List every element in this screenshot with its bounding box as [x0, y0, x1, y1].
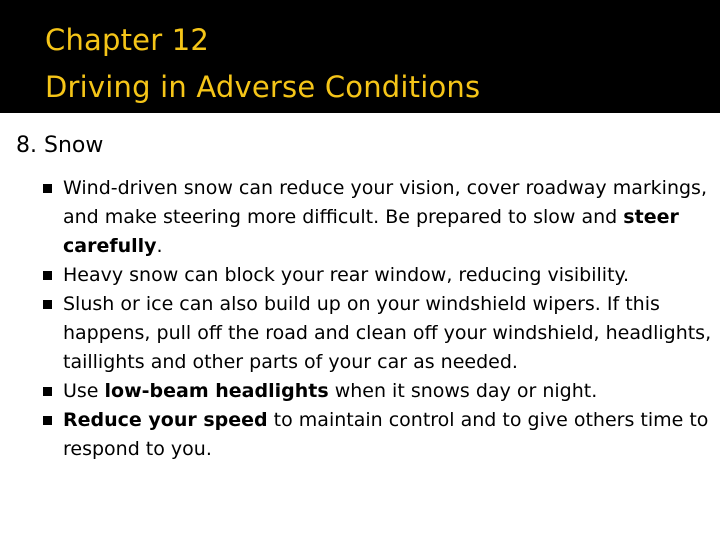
- title-bar: [0, 0, 720, 113]
- section-heading: 8. Snow: [16, 133, 104, 158]
- bullet-text-segment: when it snows day or night.: [328, 380, 598, 402]
- bullet-text-bold: low-beam headlights: [104, 380, 329, 402]
- square-bullet-icon: [43, 387, 52, 396]
- bullet-list: [43, 174, 713, 464]
- bullet-item: [43, 261, 713, 290]
- bullet-item: [43, 174, 713, 261]
- bullet-text: [63, 264, 629, 286]
- bullet-text-segment: to maintain control and to give others time to respond to you.: [63, 409, 709, 460]
- bullet-text-segment: Slush or ice can also build up on your windshield wipers. If this happens, pull off the road and clean off your windshield, headlights, taillights and other parts of your car as needed.: [63, 293, 712, 373]
- bullet-text-segment: Heavy snow can block your rear window, reducing visibility.: [63, 264, 630, 286]
- bullet-text: [63, 293, 711, 373]
- bullet-text-segment: Use: [63, 380, 105, 402]
- bullet-text-bold: steer carefully: [63, 206, 679, 257]
- square-bullet-icon: [43, 184, 52, 193]
- chapter-subtitle: Driving in Adverse Conditions: [45, 70, 481, 104]
- bullet-text-bold: Reduce your speed: [63, 409, 268, 431]
- bullet-text: [63, 380, 597, 402]
- bullet-text: [63, 409, 708, 460]
- bullet-item: [43, 406, 713, 464]
- chapter-title: Chapter 12: [45, 23, 210, 57]
- bullet-item: [43, 377, 713, 406]
- square-bullet-icon: [43, 271, 52, 280]
- bullet-text: [63, 177, 707, 257]
- square-bullet-icon: [43, 416, 52, 425]
- bullet-text-segment: .: [156, 235, 163, 257]
- bullet-text-segment: Wind-driven snow can reduce your vision, cover roadway markings, and make steering more difficult. Be prepared to slow and: [63, 177, 707, 228]
- square-bullet-icon: [43, 300, 52, 309]
- bullet-item: [43, 290, 713, 377]
